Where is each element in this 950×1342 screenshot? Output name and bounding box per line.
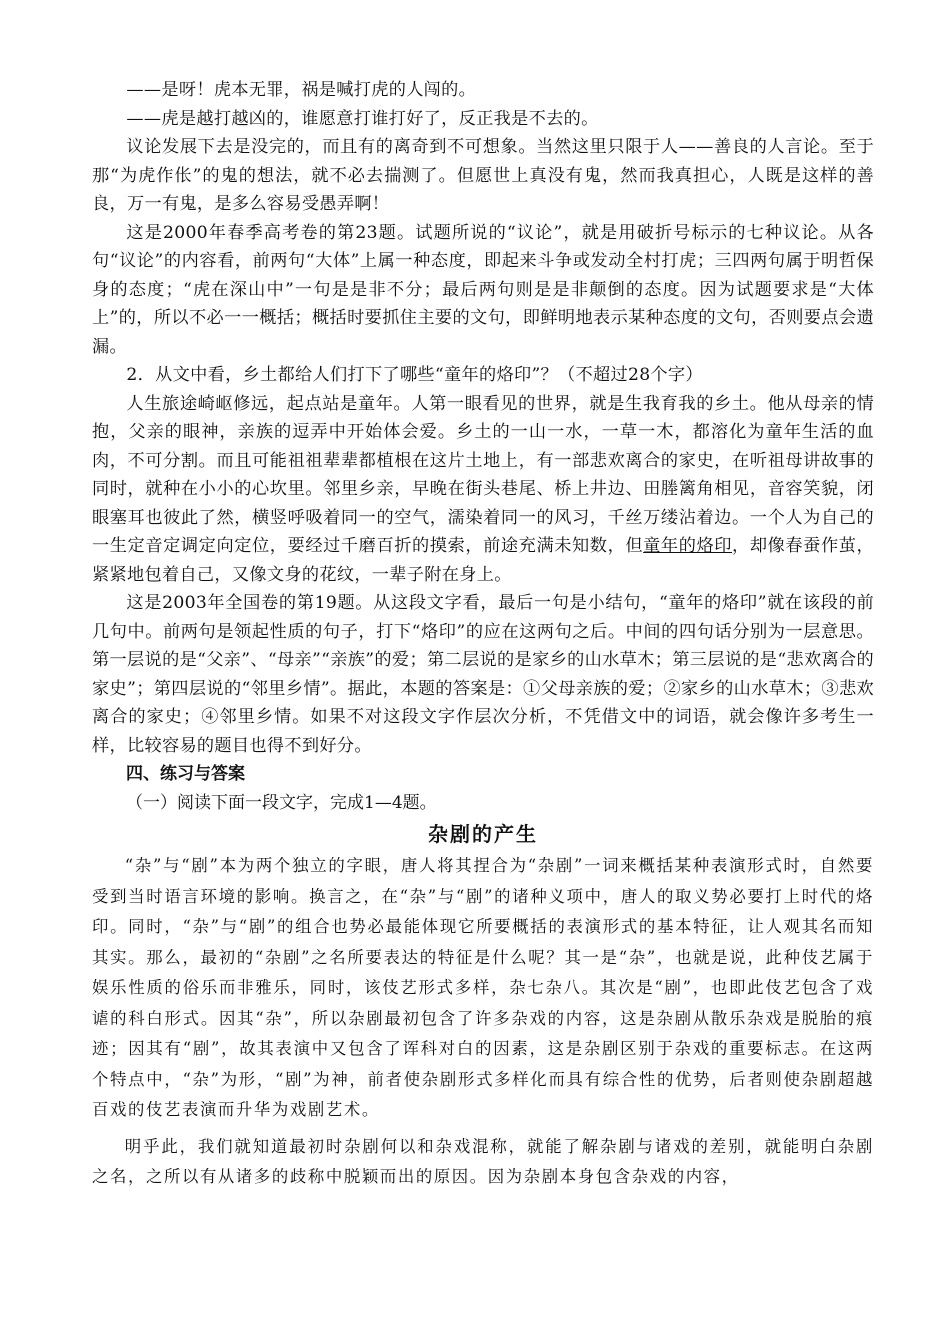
article-title: 杂剧的产生	[428, 822, 538, 846]
exercise-instruction: （一）阅读下面一段文字，完成1—4题。	[126, 792, 437, 813]
passage-text: ，却像春蚕作茧，紧紧地包着自己，又像文身的花纹，一辈子附在身上。	[92, 536, 874, 585]
dialog-line: ——是呀！虎本无罪，祸是喊打虎的人闯的。	[126, 80, 477, 100]
underlined-phrase: 童年的烙印	[643, 536, 733, 556]
body-paragraph: 这是2000年春季高考卷的第23题。试题所说的“议论”，就是用破折号标示的七种议论。从各句“议论”的内容看，前两句“大体”上属一种态度，即起来斗争或发动全村打虎；三四两句属于明哲保身的态度；“虎在深山中”一句是是非不分；最后两句则是是非颠倒的态度。因为试题要求是“大体上”的，所以不必一一概括；概括时要抓住主要的文句，即鲜明地表示某种态度的文句，否则要点会遗漏。	[92, 222, 874, 357]
document-page	[92, 76, 874, 1193]
body-paragraph: 这是2003年全国卷的第19题。从这段文字看，最后一句是小结句，“童年的烙印”就在该段的前几句中。前两句是领起性质的句子，打下“烙印”的应在这两句之后。中间的四句话分别为一层意思。第一层说的是“父亲”、“母亲”“亲族”的爱；第二层说的是家乡的山水草木；第三层说的是“悲欢离合的家史”；第四层说的“邻里乡情”。据此，本题的答案是：①父母亲族的爱；②家乡的山水草木；③悲欢离合的家史；④邻里乡情。如果不对这段文字作层次分析，不凭借文中的词语，就会像许多考生一样，比较容易的题目也得不到好分。	[92, 593, 874, 756]
dialog-line: ——虎是越打越凶的，谁愿意打谁打好了，反正我是不去的。	[126, 108, 599, 129]
article-paragraph: “杂”与“剧”本为两个独立的字眼，唐人将其捏合为“杂剧”一词来概括某种表演形式时，自然要受到当时语言环境的影响。换言之，在“杂”与“剧”的诸种义项中，唐人的取义势必要打上时代的烙印。同时，“杂”与“剧”的组合也势必最能体现它所要概括的表演形式的基本特征，让人观其名而知其实。那么，最初的“杂剧”之名所要表达的特征是什么呢？其一是“杂”，也就是说，此种伎艺属于娱乐性质的俗乐而非雅乐，同时，该伎艺形式多样，杂七杂八。其次是“剧”，也即此伎艺包含了戏谑的科白形式。因其“杂”，所以杂剧最初包含了许多杂戏的内容，这是杂剧从散乐杂戏是脱胎的痕迹；因其有“剧”，故其表演中又包含了诨科对白的因素，这是杂剧区别于杂戏的重要标志。在这两个特点中，“杂”为形，“剧”为神，前者使杂剧形式多样化而具有综合性的优势，后者则使杂剧超越百戏的伎艺表演而升华为戏剧艺术。	[92, 856, 874, 1119]
question-2: 2．从文中看，乡土都给人们打下了哪些“童年的烙印”？（不超过28个字）	[126, 365, 703, 385]
passage-text: 人生旅途崎岖修远，起点站是童年。人第一眼看见的世界，就是生我育我的乡土。他从母亲的情抱，父亲的眼神，亲族的逗弄中开始体会爱。乡土的一山一水，一草一木，都溶化为童年生活的血肉，不可分割。而且可能祖祖辈辈都植根在这片土地上，有一部悲欢离合的家史，在听祖母讲故事的同时，就种在小小的心坎里。邻里乡亲，早晚在街头巷尾、桥上井边、田塍篱角相见，音容笑貌，闭眼塞耳也彼此了然，横竖呼吸着同一的空气，濡染着同一的风习，千丝万缕沾着边。一个人为自己的一生定音定调定向定位，要经过千磨百折的摸索，前途充满未知数，但	[92, 393, 874, 556]
quoted-passage	[92, 390, 874, 590]
section-heading: 四、练习与答案	[126, 764, 245, 784]
article-paragraph: 明乎此，我们就知道最初时杂剧何以和杂戏混称，就能了解杂剧与诸戏的差别，就能明白杂剧之名，之所以有从诸多的歧称中脱颖而出的原因。因为杂剧本身包含杂戏的内容，	[92, 1136, 874, 1186]
body-paragraph: 议论发展下去是没完的，而且有的离奇到不可想象。当然这里只限于人——善良的人言论。至于那“为虎作伥”的鬼的想法，就不必去揣测了。但愿世上真没有鬼，然而我真担心，人既是这样的善良，万一有鬼，是多么容易受愚弄啊！	[92, 137, 874, 214]
